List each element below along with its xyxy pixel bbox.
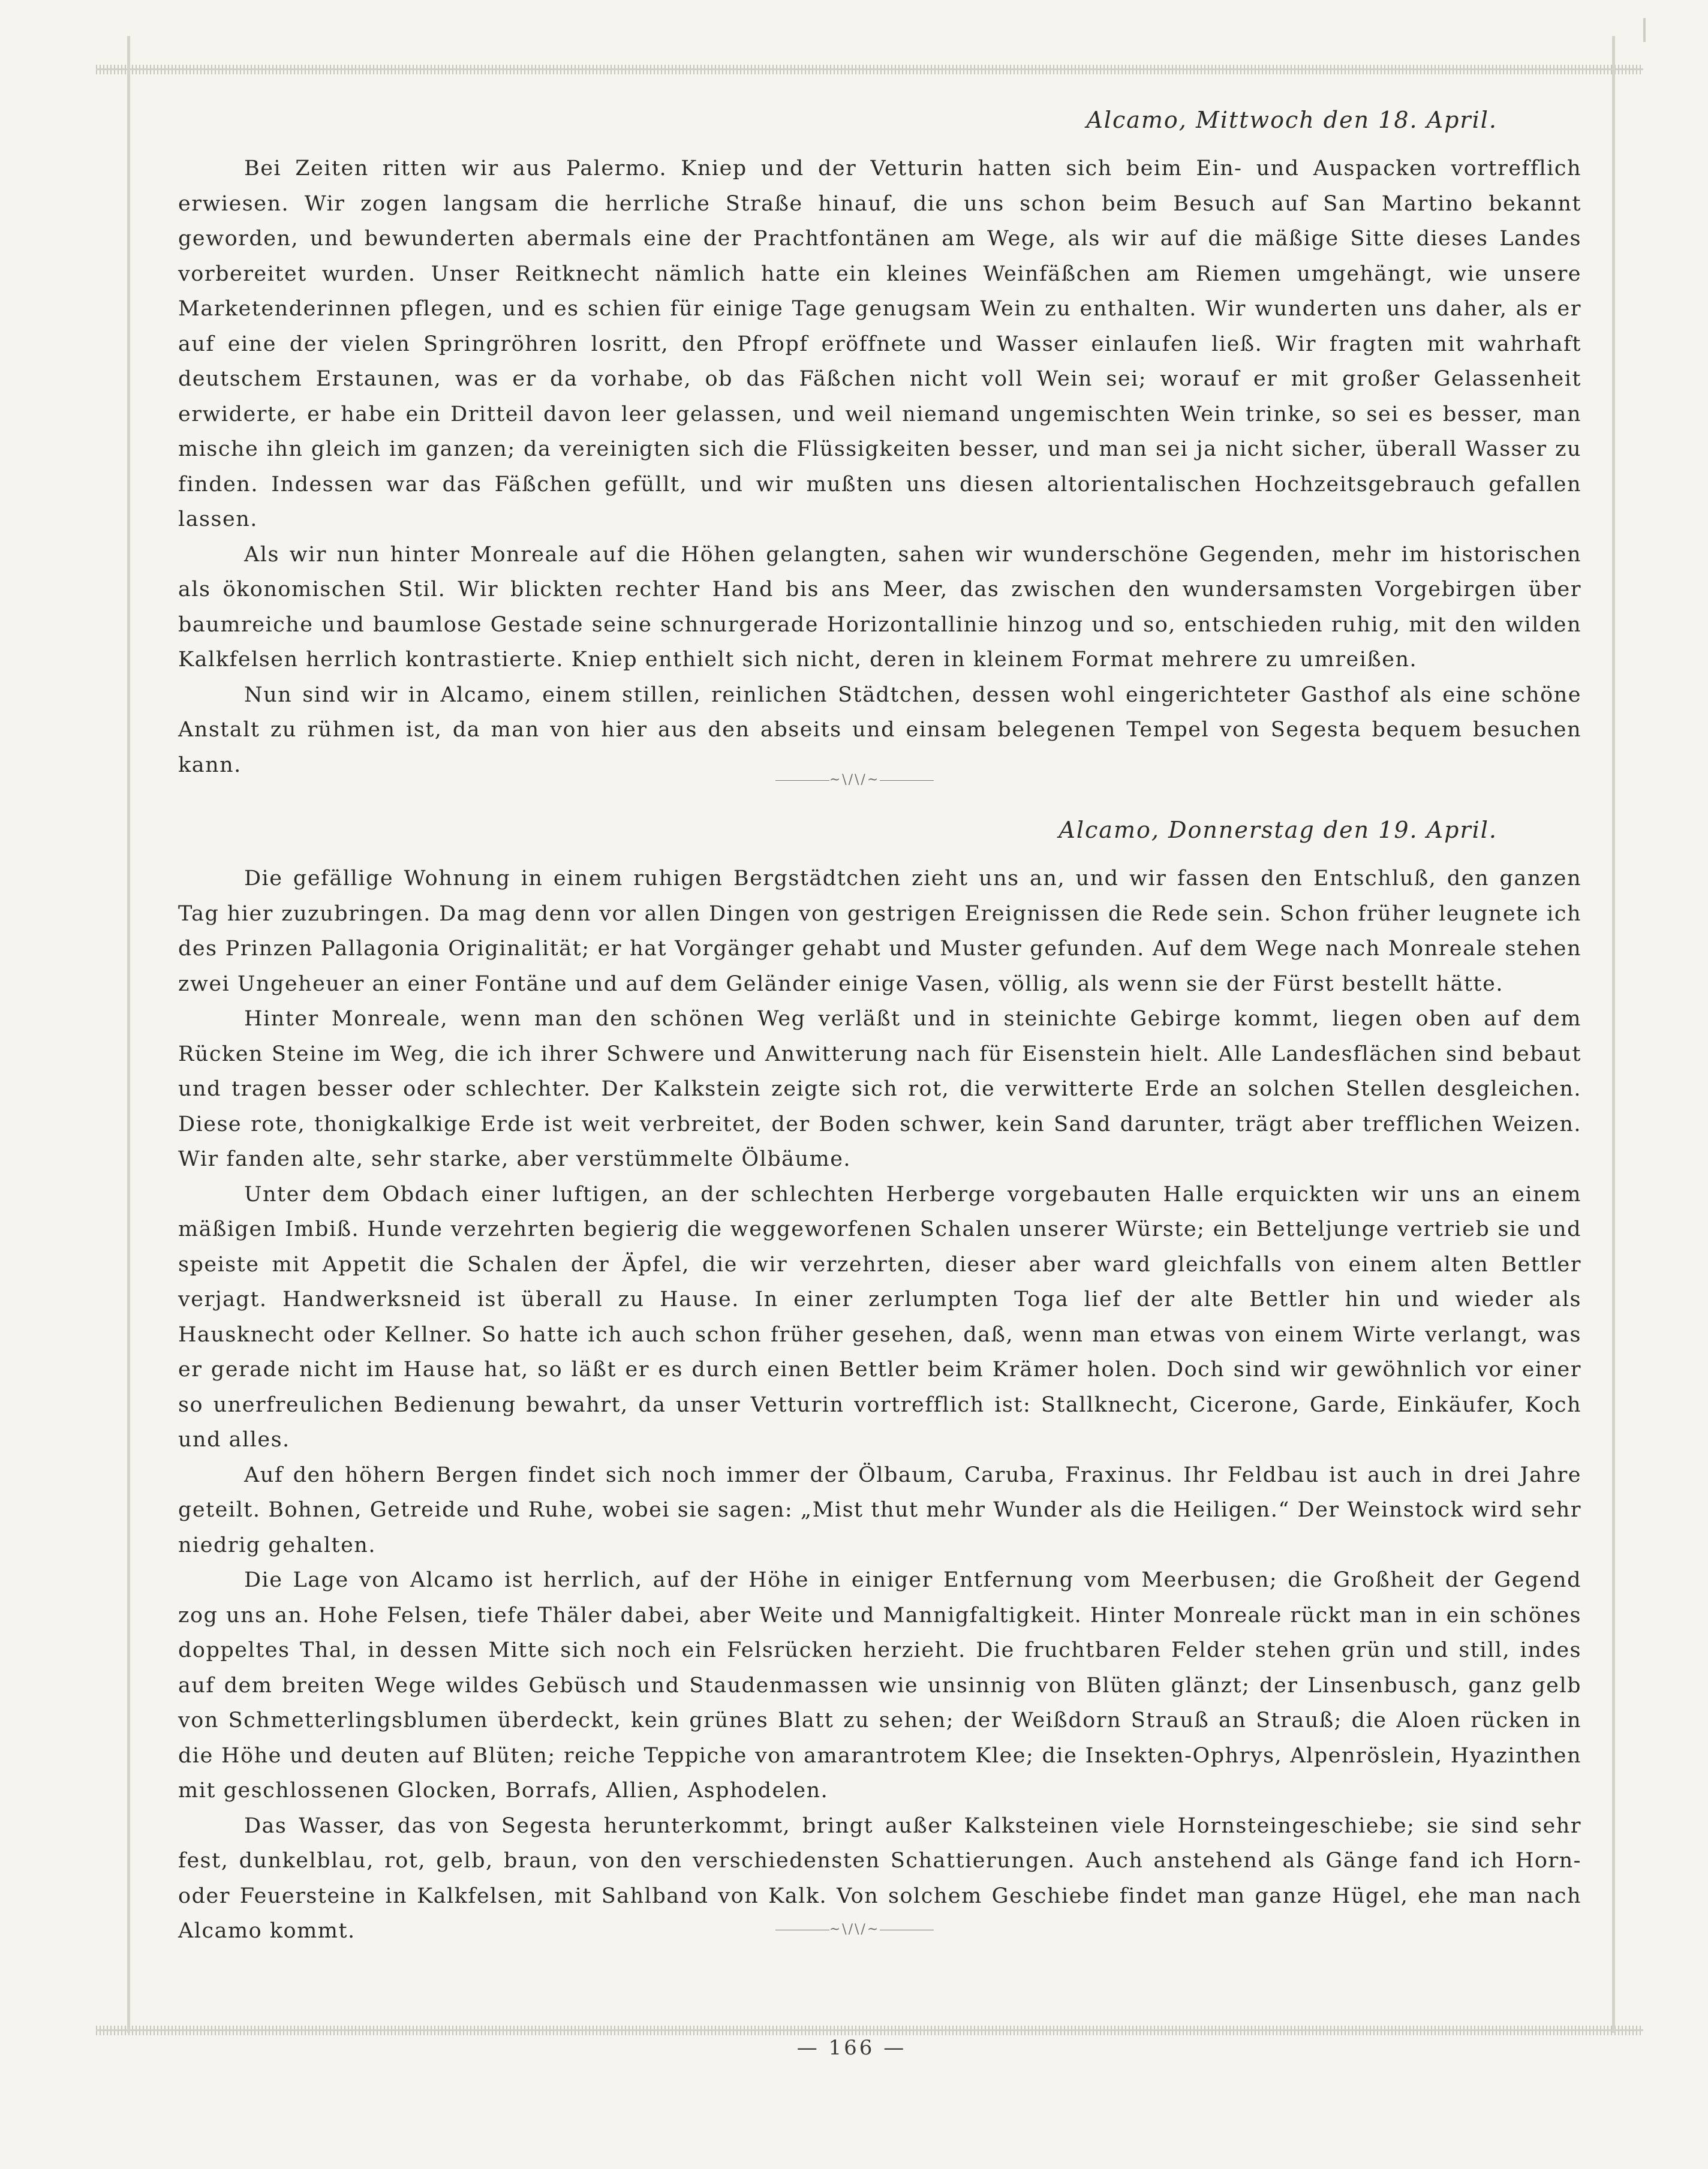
bottom-frame-border [96, 2026, 1643, 2035]
paragraph: Auf den höhern Bergen findet sich noch immer der Ölbaum, Caruba, Fraxinus. Ihr Feldbau ist auch in drei Jahre geteilt. Bohnen, Getreide und Ruhe, wobei sie sagen: „Mist thut mehr Wunder als die Heiligen.“ Der Weinstock wird sehr niedrig gehalten. [178, 1463, 1581, 1557]
top-frame-border [96, 65, 1643, 74]
paragraph: Das Wasser, das von Segesta herunterkommt, bringt außer Kalksteinen viele Hornsteingeschiebe; sie sind sehr fest, dunkelblau, rot, gelb, braun, von den verschiedensten Schattierungen. Auch anstehend als Gänge fand ich Horn- oder Feuersteine in Kalkfelsen, mit Sahlband von Kalk. Von solchem Geschiebe findet man ganze Hügel, ehe man nach Alcamo kommt. [178, 1813, 1581, 1943]
corner-mark [1643, 18, 1646, 42]
entry-april-18 [178, 107, 1581, 783]
paragraph: Als wir nun hinter Monreale auf die Höhen gelangten, sahen wir wunderschöne Gegenden, mehr im historischen als ökonomischen Stil. Wir blickten rechter Hand bis ans Meer, das zwischen den wundersamsten Vorgebirgen über baumreiche und baumlose Gestade seine schnurgerade Horizontallinie hinzog und so, entschieden ruhig, mit den wilden Kalkfelsen herrlich kontrastierte. Kniep enthielt sich nicht, deren in kleinem Format mehrere zu umreißen. [178, 542, 1581, 672]
paragraph: Hinter Monreale, wenn man den schönen Weg verläßt und in steinichte Gebirge kommt, liegen oben auf dem Rücken Steine im Weg, die ich ihrer Schwere und Anwitterung nach für Eisenstein hielt. Alle Landesflächen sind bebaut und tragen besser oder schlechter. Der Kalkstein zeigte sich rot, die verwitterte Erde an solchen Stellen desgleichen. Diese rote, thonigkalkige Erde ist weit verbreitet, der Boden schwer, kein Sand darunter, trägt aber trefflichen Weizen. Wir fanden alte, sehr starke, aber verstümmelte Ölbäume. [178, 1007, 1581, 1171]
paragraph: Bei Zeiten ritten wir aus Palermo. Kniep und der Vetturin hatten sich beim Ein- und Auspacken vortrefflich erwiesen. Wir zogen langsam die herrliche Straße hinauf, die uns schon beim Besuch auf San Martino bekannt geworden, und bewunderten abermals eine der Prachtfontänen am Wege, als wir auf die mäßige Sitte dieses Landes vorbereitet wurden. Unser Reitknecht nämlich hatte ein kleines Weinfäßchen am Riemen umgehängt, wie unsere Marketenderinnen pflegen, und es schien für einige Tage genugsam Wein zu enthalten. Wir wunderten uns daher, als er auf eine der vielen Springröhren losritt, den Pfropf eröffnete und Wasser einlaufen ließ. Wir fragten mit wahrhaft deutschem Erstaunen, was er da vorhabe, ob das Fäßchen nicht voll Wein sei; worauf er mit großer Gelassenheit erwiderte, er habe ein Dritteil davon leer gelassen, und weil niemand ungemischten Wein trinke, so sei es besser, man mische ihn gleich im ganzen; da vereinigten sich die Flüssigkeiten besser, und man sei ja nicht sicher, überall Wasser zu finden. Indessen war das Fäßchen gefüllt, und wir mußten uns diesen altorientalischen Hochzeitsgebrauch gefallen lassen. [178, 157, 1581, 531]
section-ornament-end: ~\/\/~ [774, 1922, 936, 1937]
page-number: — 166 — [796, 2036, 907, 2060]
right-margin-rule [1612, 36, 1615, 2033]
section-ornament: ~\/\/~ [774, 772, 936, 787]
entry-heading: Alcamo, Donnerstag den 19. April. [1059, 817, 1497, 843]
entry-april-19 [178, 817, 1581, 1949]
paragraph: Die Lage von Alcamo ist herrlich, auf der Höhe in einiger Entfernung vom Meerbusen; die Großheit der Gegend zog uns an. Hohe Felsen, tiefe Thäler dabei, aber Weite und Mannigfaltigkeit. Hinter Monreale rückt man in ein schönes doppeltes Thal, in dessen Mitte sich noch ein Felsrücken herzieht. Die fruchtbaren Felder stehen grün und still, indes auf dem breiten Wege wildes Gebüsch und Staudenmassen wie unsinnig von Blüten glänzt; der Linsenbusch, ganz gelb von Schmetterlingsblumen überdeckt, kein grünes Blatt zu sehen; der Weißdorn Strauß an Strauß; die Aloen rücken in die Höhe und deuten auf Blüten; reiche Teppiche von amarantrotem Klee; die Insekten-Ophrys, Alpenröslein, Hyazinthen mit geschlossenen Glocken, Borrafs, Allien, Asphodelen. [178, 1568, 1581, 1803]
paragraph: Nun sind wir in Alcamo, einem stillen, reinlichen Städtchen, dessen wohl eingerichteter Gasthof als eine schöne Anstalt zu rühmen ist, da man von hier aus den abseits und einsam belegenen Tempel von Segesta bequem besuchen kann. [178, 682, 1581, 777]
entry-heading: Alcamo, Mittwoch den 18. April. [1086, 107, 1497, 133]
paragraph: Die gefällige Wohnung in einem ruhigen Bergstädtchen zieht uns an, und wir fassen den Entschluß, den ganzen Tag hier zuzubringen. Da mag denn vor allen Dingen von gestrigen Ereignissen die Rede sein. Schon früher leugnete ich des Prinzen Pallagonia Originalität; er hat Vorgänger gehabt und Muster gefunden. Auf dem Wege nach Monreale stehen zwei Ungeheuer an einer Fontäne und auf dem Geländer einige Vasen, völlig, als wenn sie der Fürst bestellt hätte. [178, 867, 1581, 996]
left-margin-rule [127, 36, 130, 2033]
paragraph: Unter dem Obdach einer luftigen, an der schlechten Herberge vorgebauten Halle erquickten wir uns an einem mäßigen Imbiß. Hunde verzehrten begierig die weggeworfenen Schalen unserer Würste; ein Betteljunge vertrieb sie und speiste mit Appetit die Schalen der Äpfel, die wir verzehrten, dieser aber ward gleichfalls von einem alten Bettler verjagt. Handwerksneid ist überall zu Hause. In einer zerlumpten Toga lief der alte Bettler hin und wieder als Hausknecht oder Kellner. So hatte ich auch schon früher gesehen, daß, wenn man etwas von einem Wirte verlangt, was er gerade nicht im Hause hat, so läßt er es durch einen Bettler beim Krämer holen. Doch sind wir gewöhnlich vor einer so unerfreulichen Bedienung bewahrt, da unser Vetturin vortrefflich ist: Stallknecht, Cicerone, Garde, Einkäufer, Koch und alles. [178, 1182, 1581, 1452]
